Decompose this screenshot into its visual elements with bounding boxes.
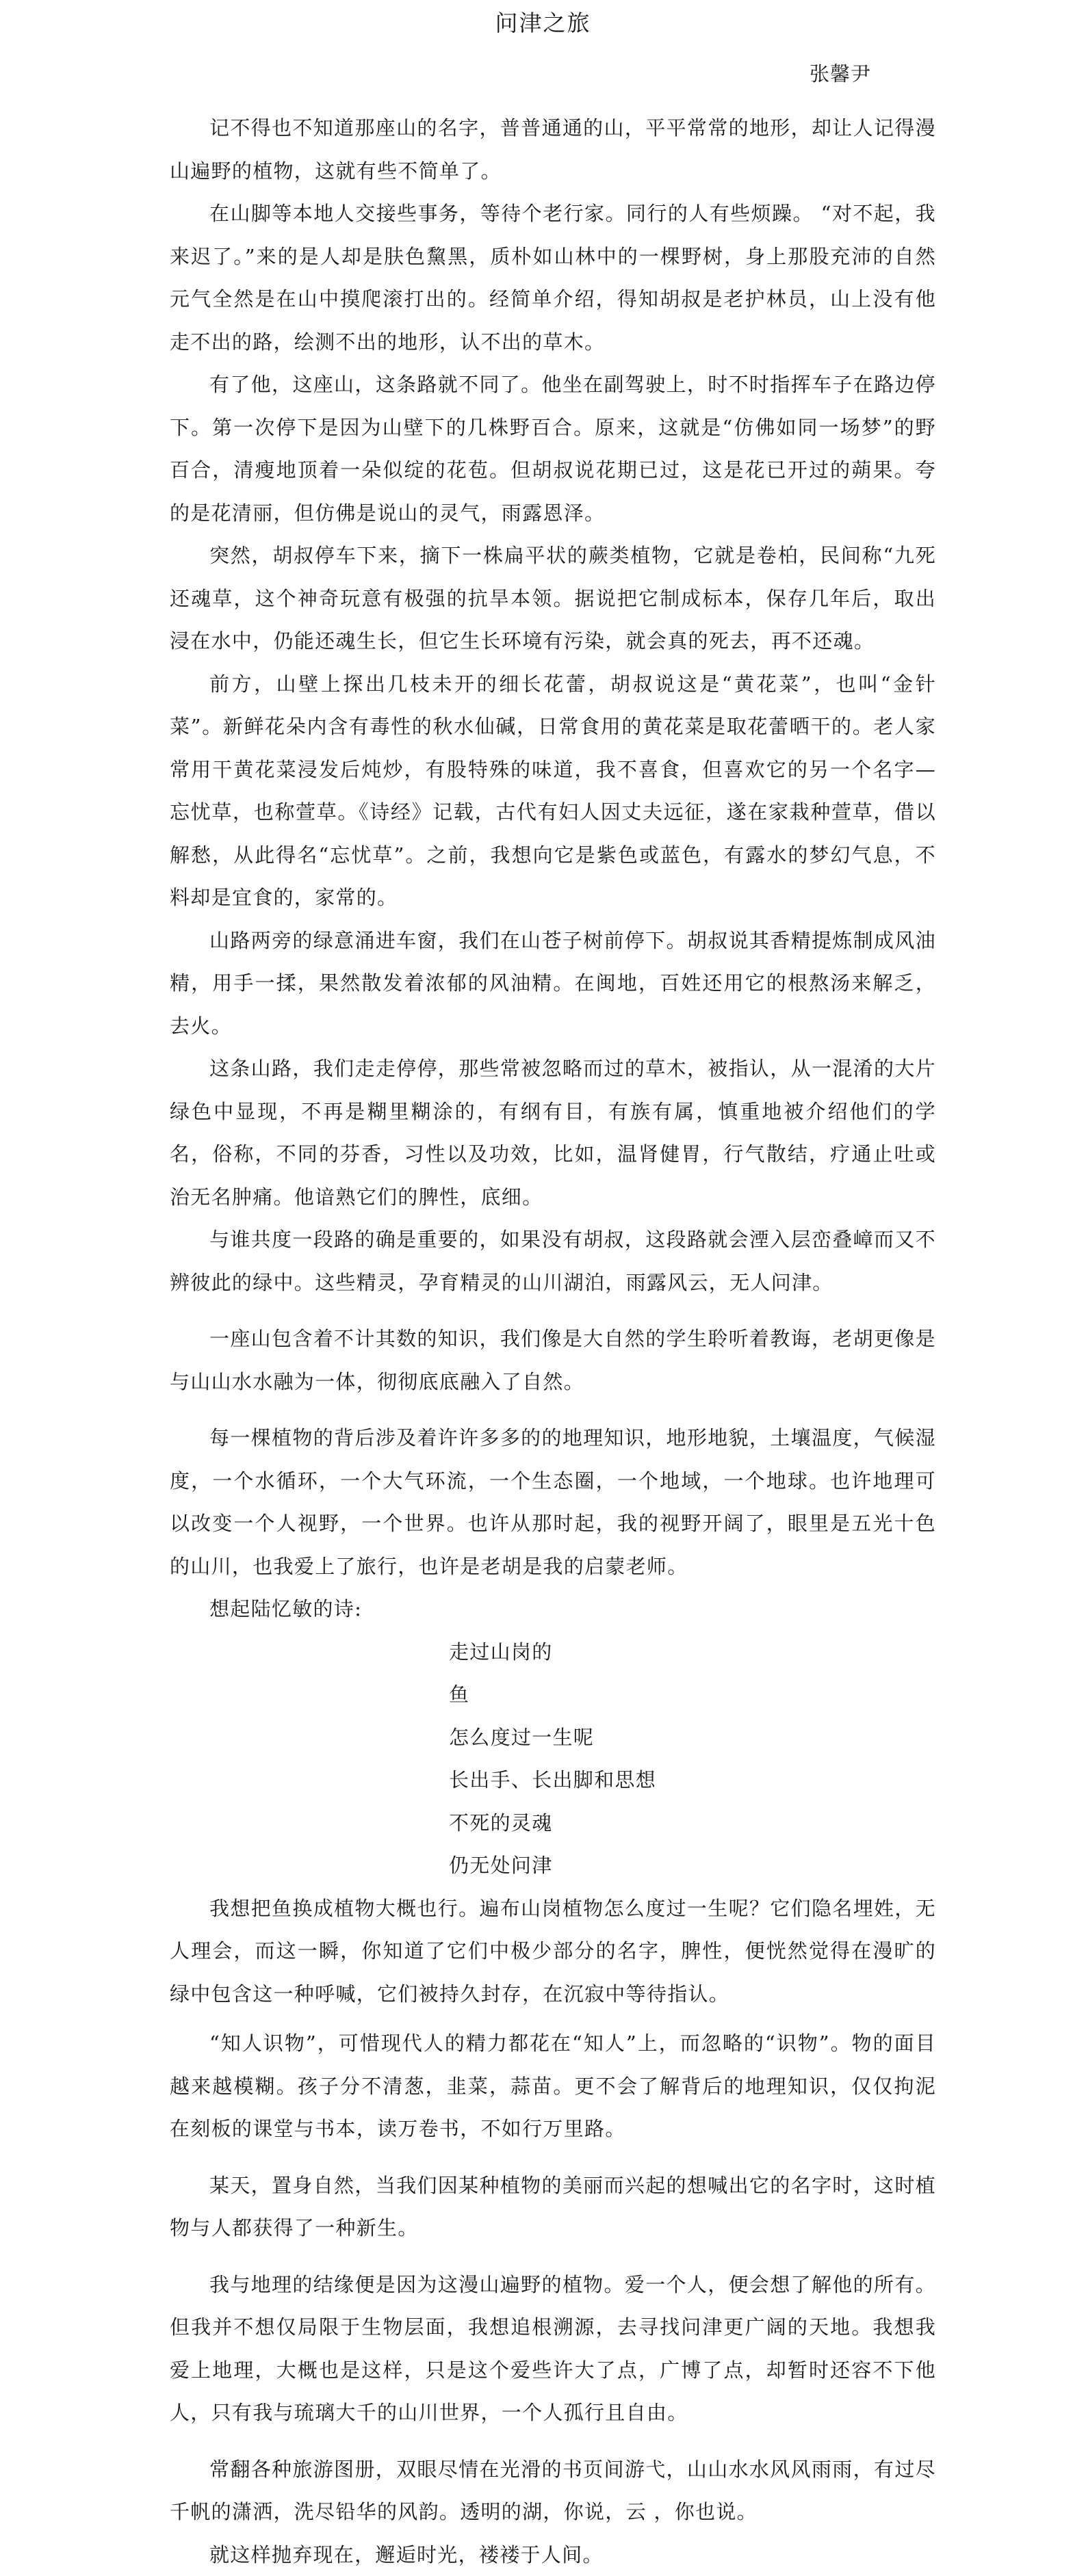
paragraph: 前方，山壁上探出几枝未开的细长花蕾，胡叔说这是“黄花菜”，也叫“金针菜”。新鲜花朵内含有毒性的秋水仙碱，日常食用的黄花菜是取花蕾晒干的。老人家常用干黄花菜浸发后炖炒，有股特殊的味道，我不喜食，但喜欢它的另一个名字—忘忧草，也称萱草。《诗经》记载，古代有妇人因丈夫远征，遂在家栽种萱草，借以解愁，从此得名“忘忧草”。之前，我想向它是紫色或蓝色，有露水的梦幻气息，不料却是宜食的，家常的。 [170,663,936,919]
document-title: 问津之旅 [0,5,1086,38]
paragraph: 常翻各种旅游图册，双眼尽情在光滑的书页间游弋，山山水水风风雨雨，有过尽千帆的潇洒，洗尽铅华的风韵。透明的湖，你说，云 ，你也说。 [170,2448,936,2534]
poem-line: 仍无处问津 [449,1844,936,1887]
paragraph: 某天，置身自然，当我们因某种植物的美丽而兴起的想喊出它的名字时，这时植物与人都获得了一种新生。 [170,2164,936,2250]
poem-line: 怎么度过一生呢 [449,1716,936,1759]
paragraph: 山路两旁的绿意涌进车窗，我们在山苍子树前停下。胡叔说其香精提炼制成风油精，用手一揉，果然散发着浓郁的风油精。在闽地，百姓还用它的根熬汤来解乏，去火。 [170,919,936,1048]
paragraph: 每一棵植物的背后涉及着许许多多的的地理知识，地形地貌，土壤温度，气候湿度，一个水循环，一个大气环流，一个生态圈，一个地域，一个地球。也许地理可以改变一个人视野，一个世界。也许从那时起，我的视野开阔了，眼里是五光十色的山川，也我爱上了旅行，也许是老胡是我的启蒙老师。 [170,1417,936,1588]
paragraph: 一座山包含着不计其数的知识，我们像是大自然的学生聆听着教诲，老胡更像是与山山水水融为一体，彻彻底底融入了自然。 [170,1317,936,1403]
paragraph: “知人识物”，可惜现代人的精力都花在“知人”上，而忽略的“识物”。物的面目越来越模糊。孩子分不清葱，韭菜，蒜苗。更不会了解背后的地理知识，仅仅拘泥在刻板的课堂与书本，读万卷书，不如行万里路。 [170,2022,936,2151]
paragraph: 我与地理的结缘便是因为这漫山遍野的植物。爱一个人，便会想了解他的所有。但我并不想仅局限于生物层面，我想追根溯源，去寻找问津更广阔的天地。我想我爱上地理，大概也是这样，只是这个爱些许大了点，广博了点，却暂时还容不下他人，只有我与琉璃大千的山川世界，一个人孤行且自由。 [170,2263,936,2434]
paragraph: 突然，胡叔停车下来，摘下一株扁平状的蕨类植物，它就是卷柏，民间称“九死还魂草，这个神奇玩意有极强的抗旱本领。据说把它制成标本，保存几年后，取出浸在水中，仍能还魂生长，但它生长环境有污染，就会真的死去，再不还魂。 [170,534,936,663]
paragraph: 记不得也不知道那座山的名字，普普通通的山，平平常常的地形，却让人记得漫山遍野的植物，这就有些不简单了。 [170,107,936,192]
paragraph: 有了他，这座山，这条路就不同了。他坐在副驾驶上，时不时指挥车子在路边停下。第一次停下是因为山壁下的几株野百合。原来，这就是“仿佛如同一场梦”的野百合，清瘦地顶着一朵似绽的花苞。但胡叔说花期已过，这是花已开过的蒴果。夸的是花清丽，但仿佛是说山的灵气，雨露恩泽。 [170,363,936,534]
poem-line: 鱼 [449,1673,936,1716]
author-name: 张馨尹 [810,59,871,87]
poem-intro: 想起陆忆敏的诗: [170,1588,936,1631]
paragraph: 在山脚等本地人交接些事务，等待个老行家。同行的人有些烦躁。 “对不起，我来迟了。”来的是人却是肤色黧黑，质朴如山林中的一棵野树，身上那股充沛的自然元气全然是在山中摸爬滚打出的。经简单介绍，得知胡叔是老护林员，山上没有他走不出的路，绘测不出的地形，认不出的草木。 [170,192,936,363]
paragraph: 就这样抛弃现在，邂逅时光，褛褛于人间。 [170,2534,936,2576]
poem-line: 长出手、长出脚和思想 [449,1759,936,1802]
poem [449,1631,936,1887]
poem-line: 走过山岗的 [449,1631,936,1674]
paragraph: 我想把鱼换成植物大概也行。遍布山岗植物怎么度过一生呢？它们隐名埋姓，无人理会，而这一瞬，你知道了它们中极少部分的名字，脾性，便恍然觉得在漫旷的绿中包含这一种呼喊，它们被持久封存，在沉寂中等待指认。 [170,1887,936,2016]
paragraph: 与谁共度一段路的确是重要的，如果没有胡叔，这段路就会湮入层峦叠嶂而又不辨彼此的绿中。这些精灵，孕育精灵的山川湖泊，雨露风云，无人问津。 [170,1218,936,1304]
poem-line: 不死的灵魂 [449,1802,936,1845]
paragraph: 这条山路，我们走走停停，那些常被忽略而过的草木，被指认，从一混淆的大片绿色中显现，不再是糊里糊涂的，有纲有目，有族有属，慎重地被介绍他们的学名，俗称，不同的芬香，习性以及功效，比如，温肾健胃，行气散结，疗通止吐或治无名肿痛。他谙熟它们的脾性，底细。 [170,1047,936,1218]
article-body [170,107,936,2576]
